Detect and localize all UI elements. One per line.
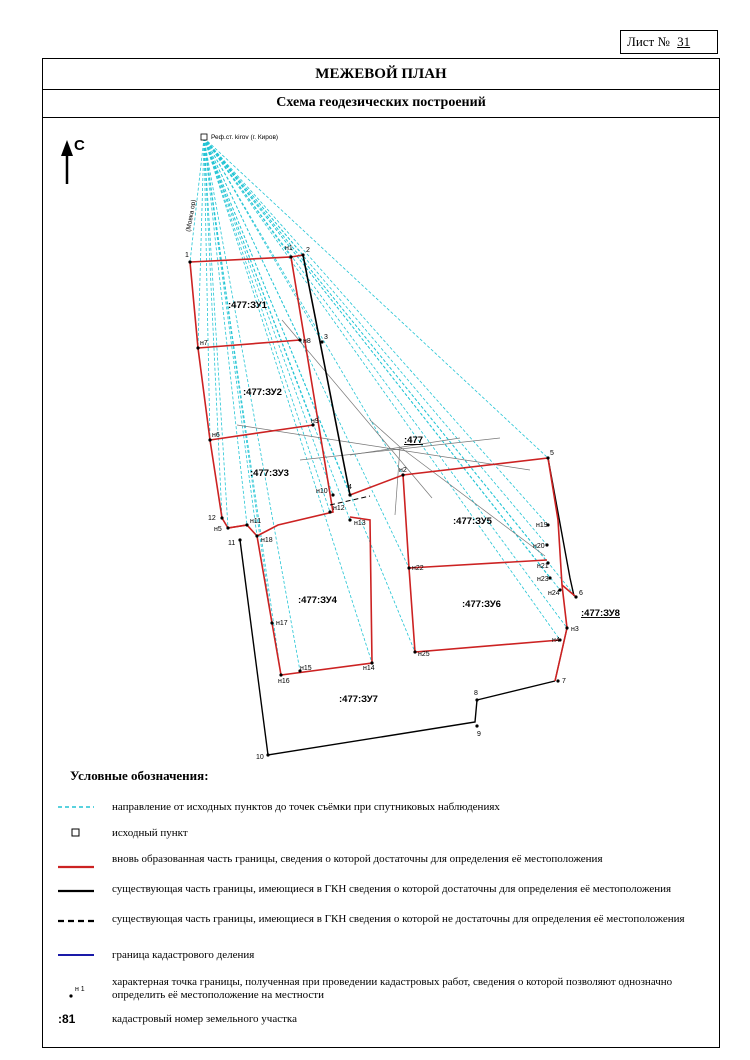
boundary-point-label-p6: 6 xyxy=(579,590,583,597)
legend-point-dot xyxy=(69,994,72,997)
parcel-zu1: :477:ЗУ1 xyxy=(228,300,267,311)
boundary-point-p8 xyxy=(475,698,478,701)
survey-ray xyxy=(204,138,567,628)
boundary-point-n1 xyxy=(289,255,292,258)
boundary-point-label-p5: 5 xyxy=(550,450,554,457)
boundary-point-n23 xyxy=(548,576,551,579)
boundary-point-n11 xyxy=(245,523,248,526)
boundary-point-label-n11: н11 xyxy=(250,518,262,525)
survey-ray xyxy=(204,138,350,520)
boundary-point-n13 xyxy=(348,518,351,521)
survey-ray xyxy=(204,138,330,512)
boundary-point-label-n20: н20 xyxy=(533,543,545,550)
survey-ray xyxy=(204,138,548,525)
boundary-point-label-n1: н1 xyxy=(285,245,293,252)
boundary-point-label-p3: 3 xyxy=(324,334,328,341)
boundary-point-n25 xyxy=(413,650,416,653)
north-arrow-icon xyxy=(61,140,73,184)
boundary-point-label-n6: н6 xyxy=(212,432,220,439)
parcel-zu2: :477:ЗУ2 xyxy=(243,387,282,398)
boundary-point-label-p2: 2 xyxy=(306,247,310,254)
legend-title: Условные обозначения: xyxy=(70,768,209,783)
boundary-point-label-n21: н21 xyxy=(537,563,549,570)
survey-ray xyxy=(204,138,415,652)
boundary-point-label-n24: н24 xyxy=(548,590,560,597)
boundary-point-p1 xyxy=(188,260,191,263)
boundary-point-label-p7: 7 xyxy=(562,678,566,685)
boundary-point-p9 xyxy=(475,724,478,727)
parcel-zu4: :477:ЗУ4 xyxy=(298,595,337,606)
source-side-label: (Мовка ор) xyxy=(185,199,198,233)
parcel-zu6: :477:ЗУ6 xyxy=(462,599,501,610)
boundary-point-label-p12: 12 xyxy=(208,515,216,522)
legend-point-symbol-label: н 1 xyxy=(75,986,85,993)
sheet-label: Лист № xyxy=(627,34,670,49)
boundary-point-p2 xyxy=(301,253,304,256)
boundary-point-label-p10: 10 xyxy=(256,754,264,761)
north-label: С xyxy=(74,137,85,154)
survey-ray xyxy=(204,138,547,545)
boundary-point-label-n4: н4 xyxy=(552,637,560,644)
survey-ray xyxy=(204,138,548,458)
boundary-point-label-n19: н19 xyxy=(536,522,548,529)
existing-boundary-south xyxy=(240,540,555,755)
boundary-point-label-n18: н18 xyxy=(261,537,273,544)
center-label: :477 xyxy=(404,435,424,446)
boundary-point-label-n12: н12 xyxy=(333,505,345,512)
boundary-point-label-n5: н5 xyxy=(214,526,222,533)
boundary-point-p4 xyxy=(348,493,351,496)
boundary-point-p10 xyxy=(266,753,269,756)
boundary-point-label-n3: н3 xyxy=(571,626,579,633)
boundary-point-label-n16: н16 xyxy=(278,678,290,685)
boundary-point-n17 xyxy=(270,621,273,624)
survey-ray xyxy=(204,138,300,671)
boundary-point-n8 xyxy=(298,338,301,341)
boundary-point-label-n8: н8 xyxy=(303,338,311,345)
parcel-zu3: :477:ЗУ3 xyxy=(250,468,289,479)
boundary-point-n3 xyxy=(565,626,568,629)
survey-ray xyxy=(198,138,204,348)
survey-ray xyxy=(204,138,372,663)
legend-source-symbol xyxy=(72,829,79,836)
boundary-point-n18 xyxy=(255,534,258,537)
boundary-point-label-n25: н25 xyxy=(418,651,430,658)
boundary-point-label-n14: н14 xyxy=(363,665,375,672)
boundary-point-label-p11: 11 xyxy=(228,540,236,547)
boundary-point-label-n13: н13 xyxy=(354,520,366,527)
boundary-point-p11 xyxy=(238,538,241,541)
parcel-zu8: :477:ЗУ8 xyxy=(581,608,620,619)
boundary-point-label-n17: н17 xyxy=(276,620,288,627)
boundary-point-n20 xyxy=(545,543,548,546)
boundary-point-label-n9: н9 xyxy=(311,418,319,425)
document-title: МЕЖЕВОЙ ПЛАН xyxy=(43,59,719,90)
parcel-zu5: :477:ЗУ5 xyxy=(453,516,492,527)
auxiliary-lines xyxy=(237,320,545,556)
sheet-number: 31 xyxy=(677,34,691,49)
boundary-point-n5 xyxy=(226,526,229,529)
document-subtitle: Схема геодезических построений xyxy=(43,89,719,118)
boundary-point-label-n22: н22 xyxy=(412,565,424,572)
legend-cadastral-symbol: :81 xyxy=(58,1012,76,1026)
boundary-point-p7 xyxy=(556,679,559,682)
boundary-point-n16 xyxy=(279,673,282,676)
parcel-zu7: :477:ЗУ7 xyxy=(339,694,378,705)
boundary-point-label-n15: н15 xyxy=(300,665,312,672)
boundary-point-label-n7: н7 xyxy=(200,340,208,347)
boundary-point-n22 xyxy=(407,566,410,569)
boundary-point-label-n23: н23 xyxy=(537,576,549,583)
boundary-point-label-p1: 1 xyxy=(185,252,189,259)
dashed-boundary xyxy=(330,496,370,505)
survey-ray xyxy=(204,138,333,495)
boundary-point-p12 xyxy=(220,516,223,519)
survey-ray xyxy=(204,138,247,525)
source-point-icon xyxy=(201,134,207,140)
boundary-point-n12 xyxy=(328,510,331,513)
boundary-point-label-p8: 8 xyxy=(474,690,478,697)
boundary-point-n10 xyxy=(331,493,334,496)
boundary-point-label-n10: н10 xyxy=(316,488,328,495)
source-point-label: Реф.ст. kirov (г. Киров) xyxy=(211,134,279,141)
boundary-point-p6 xyxy=(574,595,577,598)
boundary-point-label-p9: 9 xyxy=(477,731,481,738)
survey-ray xyxy=(204,138,281,675)
boundary-point-label-p4: 4 xyxy=(348,484,352,491)
survey-rays xyxy=(190,138,576,675)
boundary-point-label-n2: н2 xyxy=(399,467,407,474)
